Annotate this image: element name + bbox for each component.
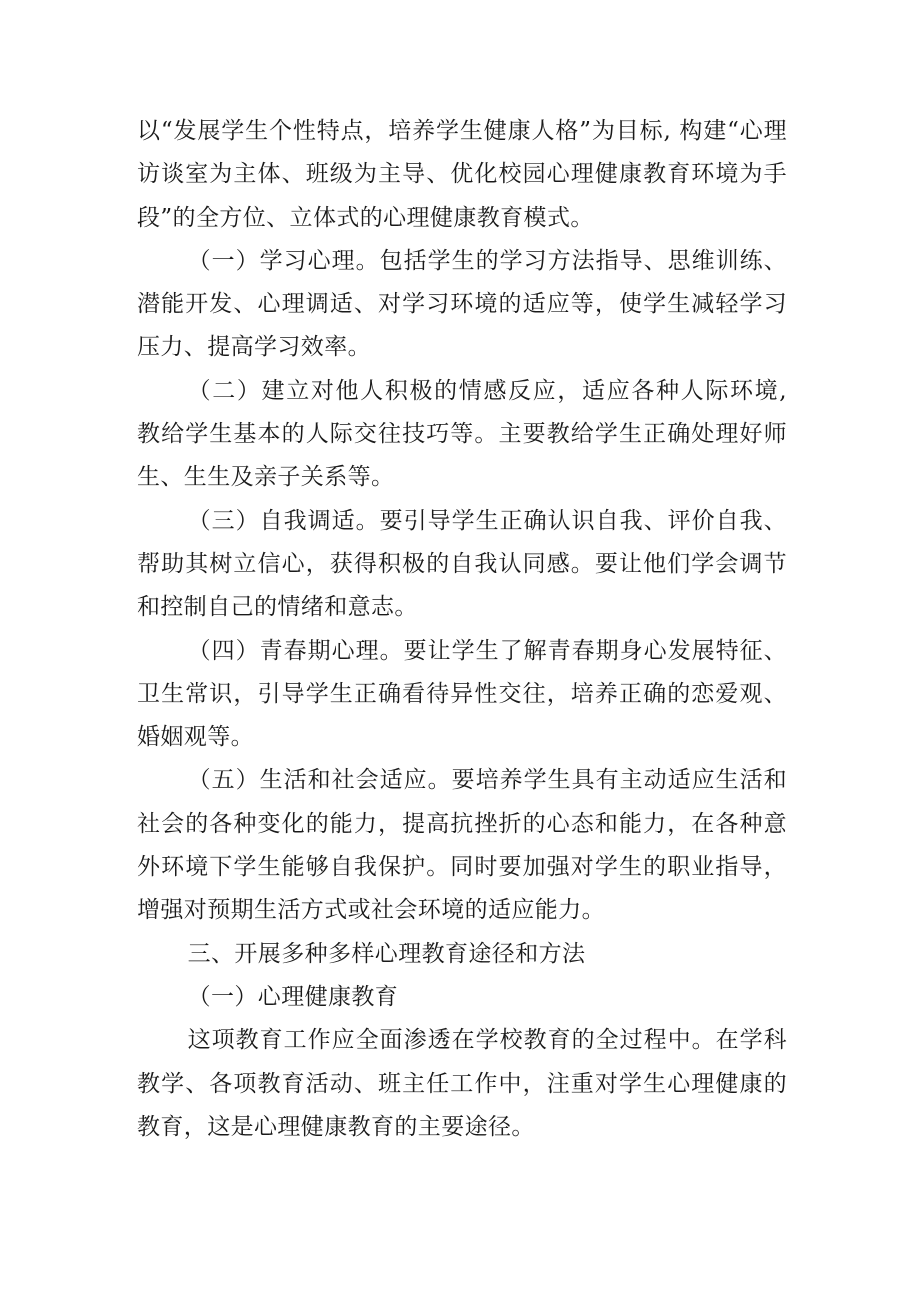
subsection-heading: （一）心理健康教育 (187, 983, 399, 1010)
social-adaptation-paragraph: （五）生活和社会适应。要培养学生具有主动适应生活和社会的各种变化的能力，提高抗挫折的心态和能力，在各种意外环境下学生能够自我保护。同时要加强对学生的职业指导，增强对预期生活方式或社会环境的适应能力。 (137, 767, 787, 924)
self-adjustment-paragraph: （三）自我调适。要引导学生正确认识自我、评价自我、帮助其树立信心，获得积极的自我认同感。要让他们学会调节和控制自己的情绪和意志。 (137, 507, 787, 621)
interpersonal-paragraph: （二）建立对他人积极的情感反应，适应各种人际环境, 教给学生基本的人际交往技巧等。主要教给学生正确处理好师生、生生及亲子关系等。 (137, 377, 787, 491)
learning-psychology-paragraph: （一）学习心理。包括学生的学习方法指导、思维训练、潜能开发、心理调适、对学习环境的适应等，使学生减轻学习压力、提高学习效率。 (137, 247, 787, 361)
intro-paragraph: 以“发展学生个性特点，培养学生健康人格”为目标, 构建“心理访谈室为主体、班级为主导、优化校园心理健康教育环境为手段”的全方位、立体式的心理健康教育模式。 (137, 118, 787, 231)
section-heading: 三、开展多种多样心理教育途径和方法 (187, 940, 586, 967)
adolescence-paragraph: （四）青春期心理。要让学生了解青春期身心发展特征、卫生常识，引导学生正确看待异性交往，培养正确的恋爱观、婚姻观等。 (137, 637, 787, 751)
document-body (137, 110, 787, 1149)
education-approach-paragraph: 这项教育工作应全面渗透在学校教育的全过程中。在学科教学、各项教育活动、班主任工作中，注重对学生心理健康的教育，这是心理健康教育的主要途径。 (137, 1027, 787, 1140)
